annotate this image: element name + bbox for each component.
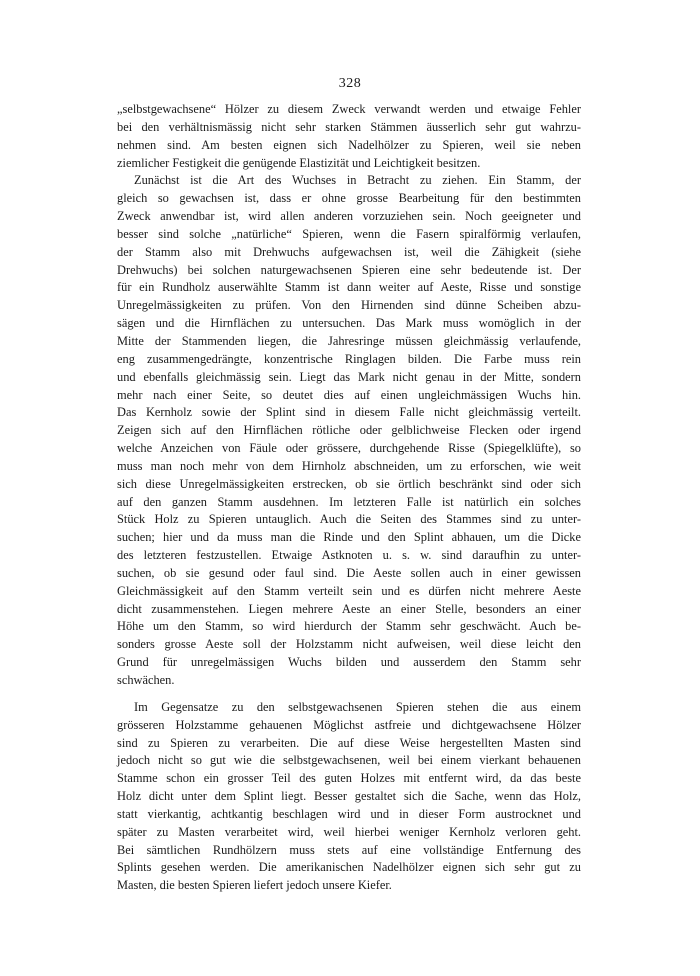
text-line: suchen, ob sie gesund oder faul sind. Die Aeste sollen auch in einer gewissen bbox=[117, 565, 581, 580]
body-text bbox=[117, 101, 581, 895]
text-line: sich diese Unregelmässigkeiten erstrecken, ob sie örtlich beschränkt sind oder sich bbox=[117, 476, 581, 491]
text-line: auf den ganzen Stamm ausdehnen. Im letzteren Falle ist natürlich ein solches bbox=[117, 494, 581, 509]
text-line: und ebenfalls gleichmässig sein. Liegt das Mark nicht genau in der Mitte, sondern bbox=[117, 369, 581, 384]
text-line: grösseren Holzstamme gehauenen Möglichst astfreie und dichtgewachsene Hölzer bbox=[117, 717, 581, 732]
text-line: nehmen sind. Am besten eignen sich Nadelhölzer zu Spieren, weil sie neben bbox=[117, 137, 581, 152]
text-line: Unregelmässigkeiten zu prüfen. Von den Hirnenden sind dünne Scheiben abzu- bbox=[117, 298, 581, 313]
text-line: „selbstgewachsene“ Hölzer zu diesem Zweck verwandt werden und etwaige Fehler bbox=[117, 102, 581, 116]
text-line: der Stamm also mit Drehwuchs aufgewachsen ist, weil die Zähigkeit (siehe bbox=[117, 244, 581, 259]
text-line: eng zusammengedrängte, konzentrische Ringlagen bilden. Die Farbe muss rein bbox=[117, 351, 581, 366]
text-line: welche Anzeichen von Fäule oder grössere, durchgehende Risse (Spiegelklüfte), so bbox=[117, 441, 581, 456]
paragraph-3 bbox=[117, 699, 581, 895]
text-line: Grund für unregelmässigen Wuchs bilden und ausserdem den Stamm sehr bbox=[117, 655, 581, 670]
text-line: Im Gegensatze zu den selbstgewachsenen Spieren stehen die aus einem bbox=[134, 699, 581, 714]
text-line: Das Kernholz sowie der Splint sind in diesem Falle nicht gleichmässig verteilt. bbox=[117, 405, 581, 420]
text-line: mehr nach einer Seite, so deutet dies auf einen ungleichmässigen Wuchs hin. bbox=[117, 387, 581, 402]
text-line: später zu Masten verarbeitet wird, weil hierbei weniger Kernholz verloren geht. bbox=[117, 824, 581, 839]
paragraph-1 bbox=[117, 101, 581, 172]
text-line: Holz dicht unter dem Splint liegt. Besser gestaltet sich die Sache, wenn das Holz, bbox=[117, 789, 581, 804]
text-line: bei den verhältnismässig nicht sehr starken Stämmen äusserlich sehr gut wahrzu- bbox=[117, 119, 581, 134]
text-line: für ein Rundholz auserwählte Stamm ist dann weiter auf Aeste, Risse und sonstige bbox=[117, 280, 581, 295]
text-line: jedoch nicht so gut wie die selbstgewachsenen, weil bei einem vierkant behauenen bbox=[117, 753, 581, 768]
page-number: 328 bbox=[338, 76, 362, 91]
text-line: besser sind solche „natürliche“ Spieren, wenn die Fasern spiralförmig verlaufen, bbox=[117, 226, 581, 241]
text-line: Zweck anwendbar ist, wird allen anderen vorzuziehen sein. Noch geeigneter und bbox=[117, 209, 581, 224]
text-line: Stamme schon ein grosser Teil des guten Holzes mit entfernt wird, da das beste bbox=[117, 771, 581, 786]
text-line: muss man noch mehr von dem Hirnholz abschneiden, um zu erforschen, wie weit bbox=[117, 458, 581, 473]
text-line: sind zu Spieren zu verarbeiten. Die auf diese Weise hergestellten Masten sind bbox=[117, 735, 581, 750]
text-line: Gleichmässigkeit auf den Stamm verteilt sein und es dürfen nicht mehrere Aeste bbox=[117, 583, 581, 598]
text-line: Bei sämtlichen Rundhölzern muss stets auf eine vollständige Entfernung des bbox=[117, 842, 581, 857]
text-line: sägen und die Hirnflächen zu untersuchen. Das Mark muss womöglich in der bbox=[117, 316, 581, 331]
text-line: Splints gesehen werden. Die amerikanischen Nadelhölzer eignen sich sehr gut zu bbox=[117, 860, 581, 875]
text-line: Masten, die besten Spieren liefert jedoch unsere Kiefer. bbox=[117, 878, 392, 893]
paragraph-2 bbox=[117, 172, 581, 689]
text-line: Stück Holz zu Spieren untauglich. Auch die Seiten des Stammes sind zu unter- bbox=[117, 512, 581, 527]
text-line: Höhe um den Stamm, so wird hierdurch der Stamm sehr geschwächt. Auch be- bbox=[117, 619, 581, 634]
text-line: statt vierkantig, achtkantig beschlagen wird und in dieser Form austrocknet und bbox=[117, 806, 581, 821]
text-line: Zunächst ist die Art des Wuchses in Betracht zu ziehen. Ein Stamm, der bbox=[134, 173, 581, 188]
text-line: Mitte der Stammenden liegen, die Jahresringe müssen gleichmässig verlaufende, bbox=[117, 333, 581, 348]
text-line: ziemlicher Festigkeit die genügende Elastizität und Leichtigkeit besitzen. bbox=[117, 155, 481, 170]
text-line: des letzteren festzustellen. Etwaige Astknoten u. s. w. sind daraufhin zu unter- bbox=[117, 548, 581, 563]
text-line: schwächen. bbox=[117, 673, 175, 687]
text-line: suchen; hier und da muss man die Rinde und den Splint abhauen, um die Dicke bbox=[117, 530, 581, 545]
text-line: gleich so gewachsen ist, dass er ohne grosse Bearbeitung für den bestimmten bbox=[117, 191, 581, 206]
text-line: Drehwuchs) bei solchen naturgewachsenen Spieren eine sehr bedeutende ist. Der bbox=[117, 262, 581, 277]
text-line: Zeigen sich auf den Hirnflächen rötliche oder gelblichweise Flecken oder irgend bbox=[117, 423, 581, 438]
text-line: sonders grosse Aeste soll der Holzstamm nicht aufweisen, weil diese leicht den bbox=[117, 637, 581, 652]
text-line: dicht zusammenstehen. Liegen mehrere Aeste an einer Stelle, besonders an einer bbox=[117, 601, 581, 616]
